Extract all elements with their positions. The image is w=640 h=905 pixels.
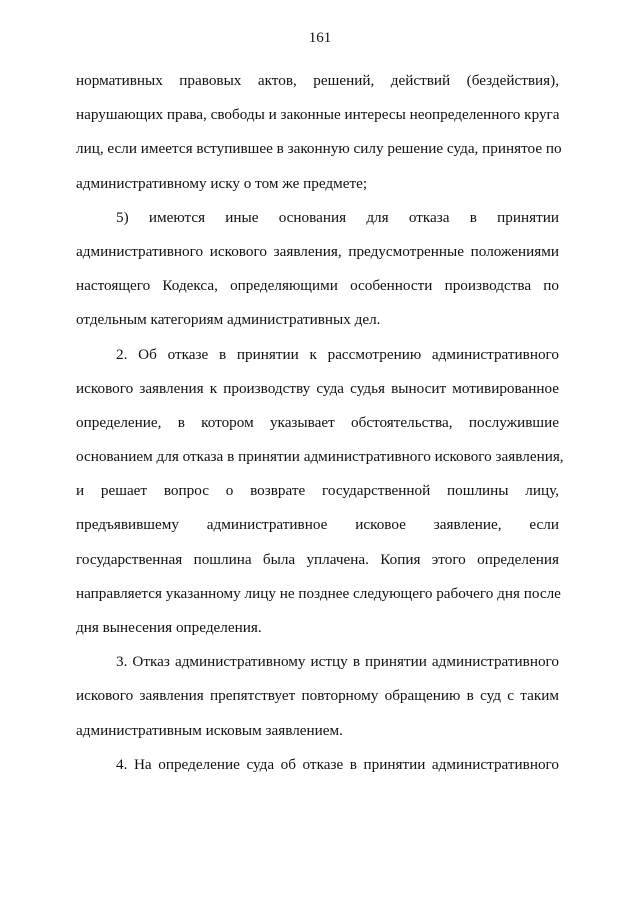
text-line: и решает вопрос о возврате государственной пошлины лицу, bbox=[76, 482, 559, 500]
paragraph-item-5 bbox=[76, 201, 559, 338]
text-line: административным исковым заявлением. bbox=[76, 721, 343, 739]
page-number: 161 bbox=[308, 30, 332, 46]
paragraph-section-2 bbox=[76, 338, 564, 646]
text-line: 2. Об отказе в принятии к рассмотрению административного bbox=[116, 345, 559, 363]
text-line: административного искового заявления, предусмотренные положениями bbox=[76, 242, 559, 260]
text-line: дня вынесения определения. bbox=[76, 619, 262, 636]
text-line: нормативных правовых актов, решений, действий (бездействия), bbox=[76, 72, 559, 89]
paragraph-section-4 bbox=[76, 748, 559, 782]
text-line: 3. Отказ административному истцу в принятии административного bbox=[116, 653, 559, 671]
text-line: 5) имеются иные основания для отказа в принятии bbox=[116, 208, 559, 226]
text-line: основанием для отказа в принятии административного искового заявления, bbox=[76, 448, 564, 466]
text-line: настоящего Кодекса, определяющими особенности производства по bbox=[76, 277, 559, 295]
text-line: государственная пошлина была уплачена. Копия этого определения bbox=[76, 550, 559, 568]
text-line: предъявившему административное исковое заявление, если bbox=[76, 516, 559, 534]
text-line: отдельным категориям административных дел. bbox=[76, 311, 381, 329]
document-body bbox=[76, 64, 564, 782]
text-line: искового заявления к производству суда судья выносит мотивированное bbox=[76, 379, 559, 397]
text-line: лиц, если имеется вступившее в законную силу решение суда, принятое по bbox=[76, 140, 562, 158]
text-line: нарушающих права, свободы и законные интересы неопределенного круга bbox=[76, 106, 560, 124]
paragraph-continuation bbox=[76, 64, 562, 201]
text-line: направляется указанному лицу не позднее следующего рабочего дня после bbox=[76, 584, 561, 602]
text-line: административному иску о том же предмете; bbox=[76, 174, 368, 192]
text-line: искового заявления препятствует повторному обращению в суд с таким bbox=[76, 687, 559, 705]
paragraph-section-3 bbox=[76, 645, 559, 748]
text-line: 4. На определение суда об отказе в принятии административного bbox=[116, 755, 559, 773]
text-line: определение, в котором указывает обстоятельства, послужившие bbox=[76, 413, 559, 431]
